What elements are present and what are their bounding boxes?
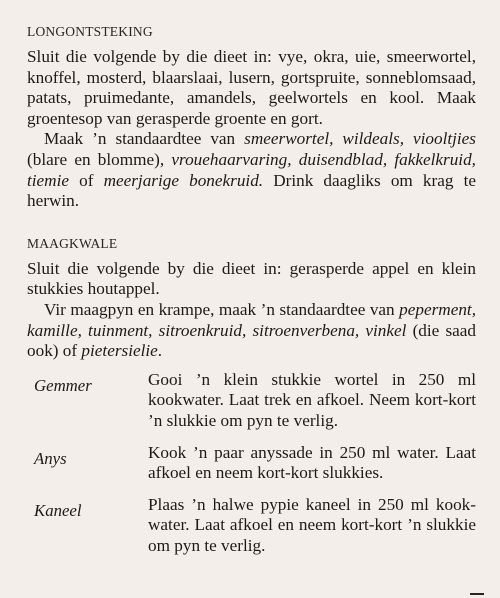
remedy-name: Kaneel <box>34 500 82 520</box>
remedy-name: Anys <box>34 448 67 468</box>
herb-name: pietersielie <box>81 341 158 361</box>
herb-list: peperment, kamille, tuinment, sitroenkruid, sitroenverbena, vinkel <box>27 299 476 340</box>
text-run: (die saad ook) of <box>27 320 476 361</box>
herb-list: smeerwortel, wildeals, viooltjies <box>244 129 477 149</box>
text-run: . <box>157 341 163 361</box>
longontsteking-tea-paragraph <box>27 129 476 211</box>
section-heading-longontsteking: LONGONTSTEKING <box>27 24 153 39</box>
text-run: of <box>69 170 104 190</box>
text-run: Drink daagliks om krag te herwin. <box>27 170 476 211</box>
longontsteking-diet-paragraph: Sluit die volgende by die dieet in: vye, okra, uie, smeerwortel, knoffel, mosterd, blaarslaai, lusern, gortspruite, sonneblomsaad, patats, pruimedante, amandels, geelwortels en kool. Maak groentesop van gerasperde groente en gort. <box>27 47 476 128</box>
remedy-instructions: Plaas ’n halwe pypie kaneel in 250 ml kookwater. Laat afkoel en neem kort-kort ’n slukkie om pyn te verlig. <box>148 494 476 555</box>
section-spacer <box>27 212 476 236</box>
maagkwale-tea-paragraph <box>27 300 476 362</box>
remedy-instructions: Kook ’n paar anyssade in 250 ml water. Laat afkoel en neem kort-kort slukkies. <box>148 442 476 483</box>
section-heading-maagkwale: MAAGKWALE <box>27 235 118 251</box>
text-run: (blare en blomme), <box>27 149 172 169</box>
remedy-name: Gemmer <box>34 375 92 395</box>
remedy-entry-kaneel <box>27 495 476 557</box>
herb-list: vrouehaarvaring, duisendblad, fakkelkruid, tiemie <box>27 149 476 190</box>
page-number-fragment <box>470 593 484 598</box>
text-run: Maak ’n standaardtee van <box>44 129 245 149</box>
remedy-entry-anys <box>27 443 476 484</box>
remedy-instructions: Gooi ’n klein stukkie wortel in 250 ml kookwater. Laat trek en afkoel. Neem kort-kort ’n slukkie om pyn te verlig. <box>148 369 476 430</box>
maagkwale-diet-paragraph: Sluit die volgende by die dieet in: gerasperde appel en klein stukkies houtappel. <box>27 258 476 299</box>
entries-spacer <box>27 362 476 370</box>
herb-list: meerjarige bonekruid. <box>103 170 264 190</box>
text-run: Vir maagpyn en krampe, maak ’n standaardtee van <box>44 299 400 319</box>
remedy-entry-gemmer <box>27 370 476 432</box>
